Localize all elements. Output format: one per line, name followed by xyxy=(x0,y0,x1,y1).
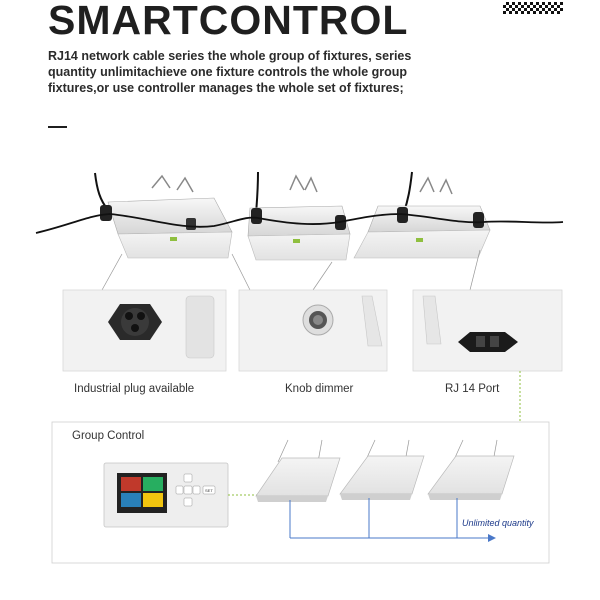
caption-rj14-port: RJ 14 Port xyxy=(445,383,500,395)
caption-industrial-plug: Industrial plug available xyxy=(74,383,195,395)
rj14-port-panel xyxy=(413,290,562,371)
knob-dimmer-icon xyxy=(303,305,333,335)
unlimited-quantity-label: Unlimited quantity xyxy=(462,518,534,528)
title-underline xyxy=(48,126,67,128)
checker-decoration xyxy=(503,2,563,14)
industrial-plug-panel xyxy=(63,290,226,371)
controller-unit xyxy=(104,463,228,527)
controller-set-label: SET xyxy=(205,488,213,493)
group-control-label: Group Control xyxy=(72,430,145,442)
intro-description: RJ14 network cable series the whole group of fixtures, series quantity unlimitachieve one fixture controls the whole group fixtures,or use controller manages the whole set of fixtures; xyxy=(48,49,412,95)
page-title: SMARTCONTROL xyxy=(48,0,409,43)
caption-knob-dimmer: Knob dimmer xyxy=(285,383,354,395)
fixture-3 xyxy=(354,172,490,258)
product-illustration xyxy=(0,160,600,600)
knob-dimmer-panel xyxy=(239,290,387,371)
fixture-2 xyxy=(248,172,350,260)
